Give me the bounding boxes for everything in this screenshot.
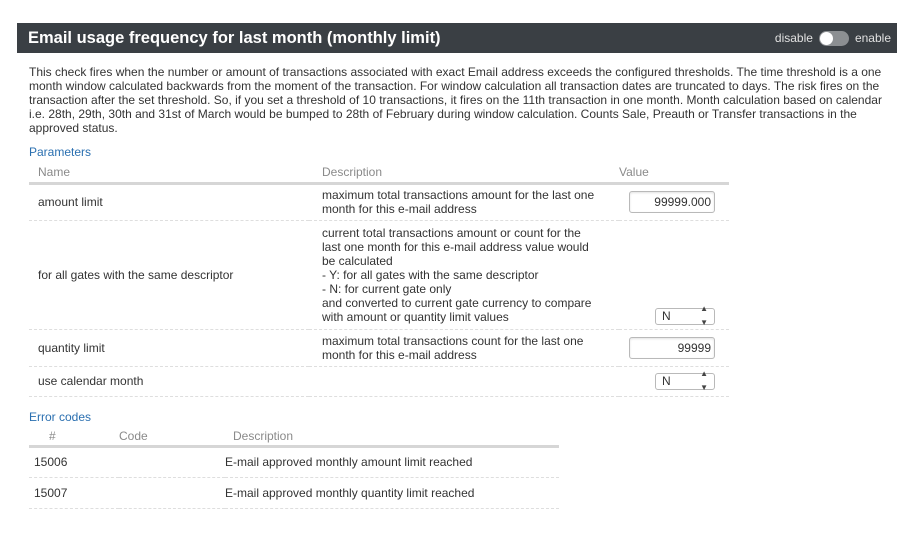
param-description-line: - Y: for all gates with the same descriptor xyxy=(322,267,539,282)
all-gates-select[interactable] xyxy=(655,304,715,327)
toggle-disable-label: disable xyxy=(774,31,813,45)
enable-toggle-group xyxy=(775,31,891,46)
param-row-calendar-month xyxy=(29,366,729,396)
param-row-quantity-limit xyxy=(29,329,729,366)
quantity-limit-input[interactable] xyxy=(629,337,715,359)
check-header xyxy=(17,23,897,53)
param-row-amount-limit xyxy=(29,183,729,220)
error-code xyxy=(119,477,225,508)
param-description-line: last one month for this e-mail address value would xyxy=(322,239,589,254)
error-code-row xyxy=(29,477,559,508)
param-description-line: - N: for current gate only xyxy=(322,281,452,296)
amount-limit-input[interactable] xyxy=(629,191,715,213)
col-error-description-header: Description xyxy=(225,428,559,446)
param-description-line: with amount or quantity limit values xyxy=(322,309,509,324)
select-value: N xyxy=(662,374,671,388)
error-codes-label: Error codes xyxy=(29,410,92,424)
enable-toggle-switch[interactable] xyxy=(819,31,849,46)
parameters-header-row xyxy=(29,163,729,183)
col-name-header: Name xyxy=(29,163,309,183)
param-value-cell xyxy=(619,220,729,329)
error-code-row xyxy=(29,446,559,477)
col-code-header: Code xyxy=(119,428,225,446)
param-description xyxy=(309,183,619,220)
select-arrows-icon: ▲ ▼ xyxy=(700,369,708,392)
error-description: E-mail approved monthly quantity limit reached xyxy=(225,477,559,508)
param-name: quantity limit xyxy=(29,329,309,366)
error-code xyxy=(119,446,225,477)
check-description: This check fires when the number or amount of transactions associated with exact Email address exceeds the configured thresholds. The time threshold is a one month window calculated backwards from the moment of the transaction. For window calculation all transaction dates are truncated to days. The risk fires on the transaction after the set threshold. So, if you set a threshold of 10 transactions, it fires on the 11th transaction in one month. Month calculation based on calendar i.e. 28th, 29th, 30th and 31st of March would be bumped to 28th of February during window calculation. Counts Sale, Preauth or Transfer transactions in the approved status. xyxy=(29,65,882,135)
error-number: 15007 xyxy=(29,477,119,508)
error-description: E-mail approved monthly amount limit reached xyxy=(225,446,559,477)
calendar-month-select[interactable] xyxy=(655,369,715,392)
toggle-enable-label: enable xyxy=(854,31,891,45)
check-title: Email usage frequency for last month (monthly limit) xyxy=(28,28,441,47)
param-description-line: be calculated xyxy=(322,253,393,268)
param-name: for all gates with the same descriptor xyxy=(29,220,309,329)
param-description-line: month for this e-mail address xyxy=(322,202,477,216)
col-description-header: Description xyxy=(309,163,619,183)
param-value-cell xyxy=(619,183,729,220)
toggle-knob xyxy=(820,32,833,45)
param-description-line: current total transactions amount or count for the xyxy=(322,225,581,240)
select-arrows-icon: ▲ ▼ xyxy=(700,304,708,327)
param-value-cell xyxy=(619,366,729,396)
param-description xyxy=(309,220,619,329)
col-number-header: # xyxy=(29,428,119,446)
param-row-all-gates xyxy=(29,220,729,329)
param-description-line: maximum total transactions amount for the last one xyxy=(322,188,595,202)
select-value: N xyxy=(662,309,671,323)
param-description-line: and converted to current gate currency to compare xyxy=(322,295,592,310)
parameters-table xyxy=(29,163,729,397)
param-description-line: month for this e-mail address xyxy=(322,347,477,362)
error-codes-table xyxy=(29,428,559,509)
parameters-label: Parameters xyxy=(29,145,92,159)
error-number: 15006 xyxy=(29,446,119,477)
param-description xyxy=(309,366,619,396)
col-value-header: Value xyxy=(619,163,729,183)
param-name: amount limit xyxy=(29,183,309,220)
param-description xyxy=(309,329,619,366)
param-name: use calendar month xyxy=(29,366,309,396)
param-value-cell xyxy=(619,329,729,366)
param-description-line: maximum total transactions count for the last one xyxy=(322,333,584,348)
error-codes-header-row xyxy=(29,428,559,446)
